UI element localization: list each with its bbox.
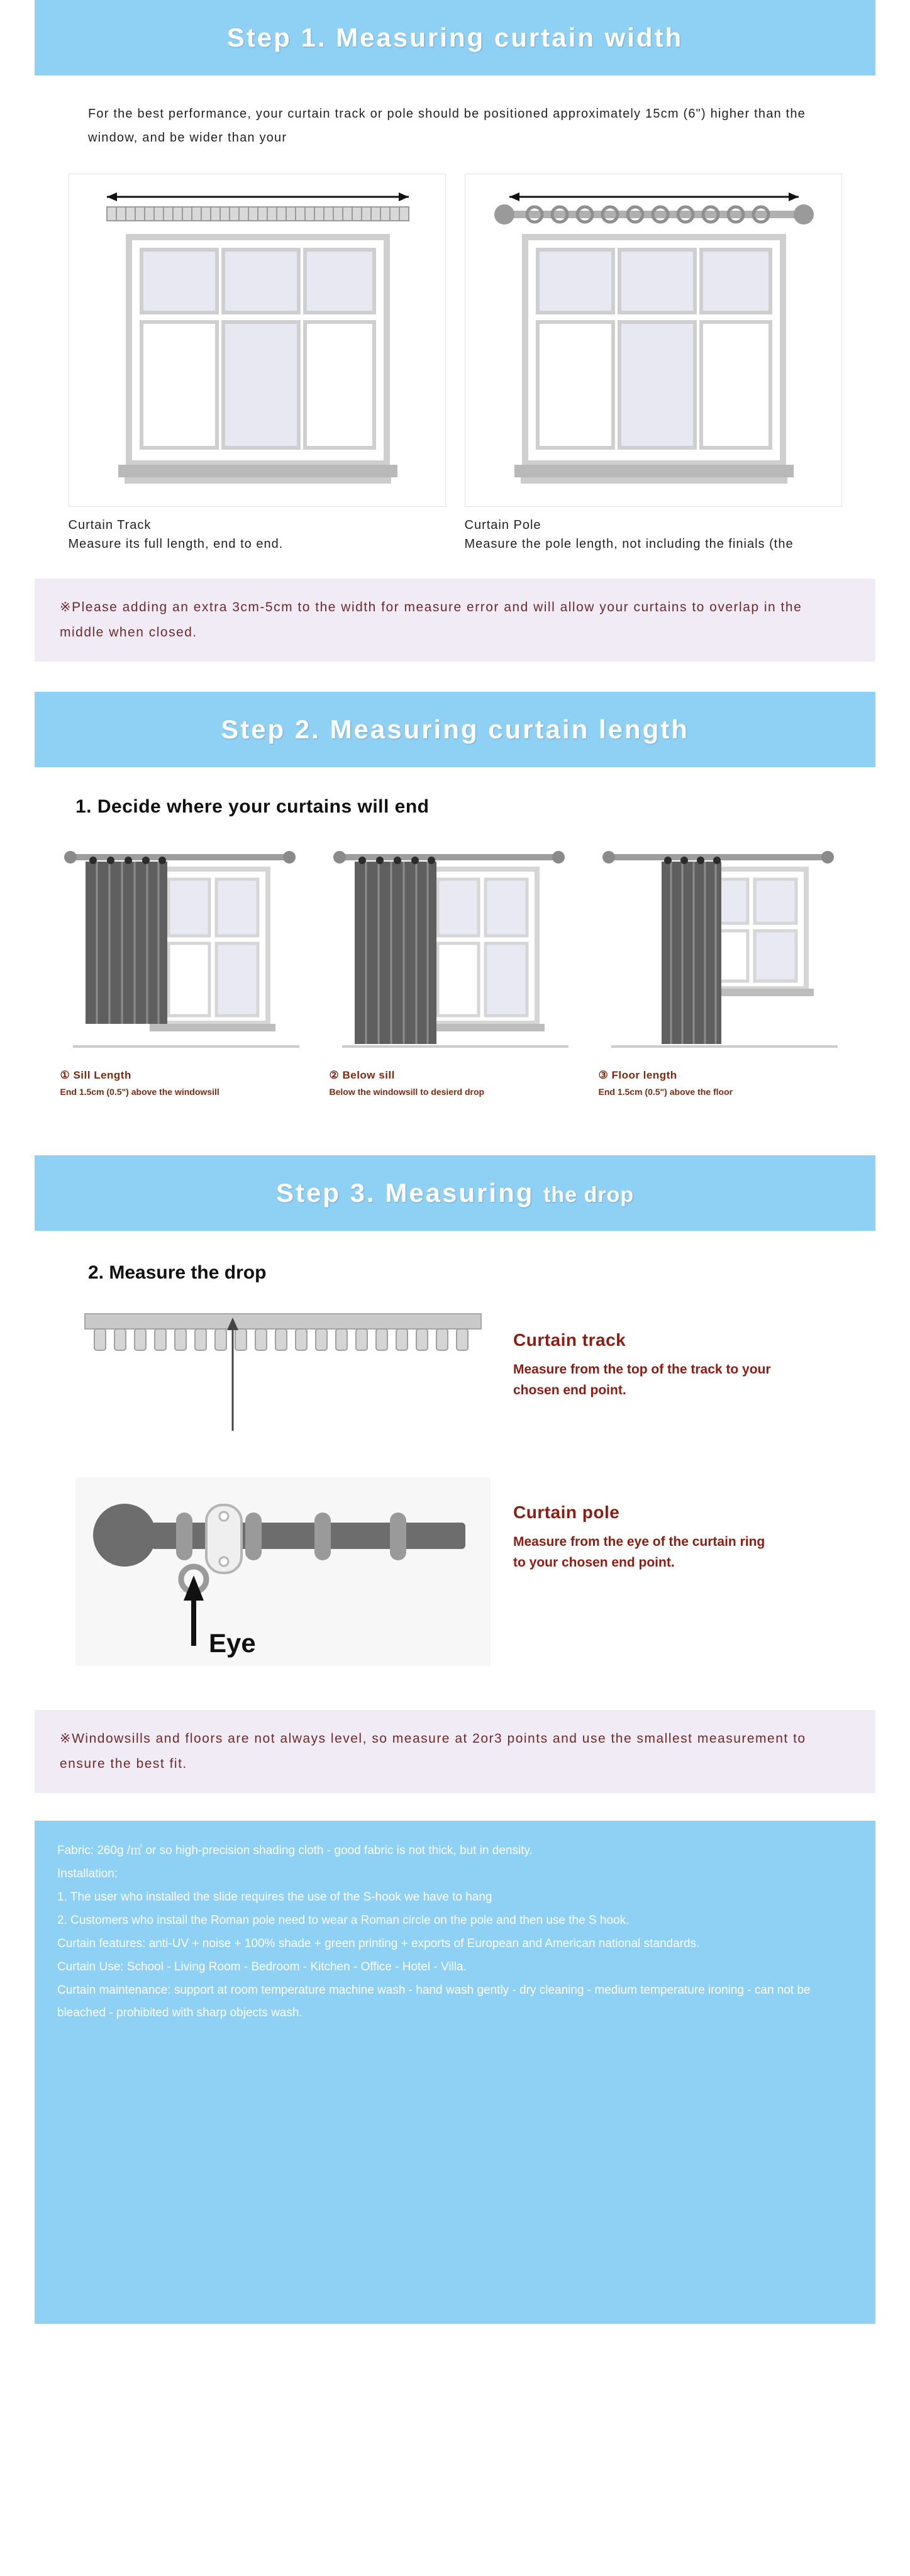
spec-line-installation-2: 2. Customers who install the Roman pole need to wear a Roman circle on the pole and then use the S hook.: [57, 1913, 630, 1927]
spec-line-installation-heading: Installation:: [57, 1867, 118, 1880]
measure-curtain-track: [0, 1305, 910, 1450]
step-1-intro: For the best performance, your curtain track or pole should be positioned approximately 15cm (6") higher than the window, and be wider than your: [88, 107, 806, 145]
curtain-track-caption: [69, 516, 446, 553]
spec-line-maintenance: Curtain maintenance: support at room temperature machine wash - hand wash gently - dry cleaning - medium temperature ironing - can not be bleached - prohibited with sharp objects wash.: [57, 1984, 811, 2019]
step-3-notice: ※Windowsills and floors are not always level, so measure at 2or3 points and use the smallest measurement to ensure the best fit.: [35, 1710, 875, 1793]
curtain-pole-eye-icon: [75, 1477, 491, 1666]
spec-line-installation-1: 1. The user who installed the slide requires the use of the S-hook we have to hang: [57, 1890, 492, 1904]
curtain-sill-length-figure: [60, 839, 312, 1065]
step-2-options: [0, 839, 910, 1099]
step-2-header: [35, 692, 875, 767]
curtain-sill-length-icon: [60, 839, 312, 1065]
option-below-sill-desc: Below the windowsill to desierd drop: [329, 1086, 485, 1097]
option-below-sill: [330, 839, 581, 1099]
step-1-title: Step 1. Measuring curtain width: [226, 23, 684, 52]
option-sill-length-label: ① Sill Length: [60, 1069, 131, 1081]
step-1-diagrams: [0, 174, 910, 553]
option-floor-length: [599, 839, 850, 1099]
curtain-floor-length-icon: [599, 839, 850, 1065]
curtain-pole-caption-title: Curtain Pole: [464, 518, 541, 532]
curtain-track-window-box: [69, 174, 446, 507]
curtain-track-measure-body: Measure from the top of the track to your chosen end point.: [513, 1362, 771, 1398]
curtain-track-window-icon: [69, 174, 447, 508]
curtain-pole-eye-figure: [75, 1477, 491, 1666]
option-floor-length-label: ③ Floor length: [598, 1069, 677, 1081]
step-1-notice: ※Please adding an extra 3cm-5cm to the width for measure error and will allow your curtains to overlap in the middle when closed.: [35, 579, 875, 662]
measure-curtain-pole: [0, 1477, 910, 1666]
curtain-track-rings-icon: [75, 1305, 491, 1450]
option-sill-length: [60, 839, 312, 1099]
curtain-track-text: [491, 1305, 777, 1401]
curtain-track-measure-title: Curtain track: [513, 1330, 626, 1350]
spec-line-use: Curtain Use: School - Living Room - Bedroom - Kitchen - Office - Hotel - Villa.: [57, 1960, 467, 1974]
spec-line-fabric: Fabric: 260g /㎡ or so high-precision shading cloth - good fabric is not thick, but in density.: [57, 1843, 533, 1857]
step-3-title-main: Step 3. Measuring: [275, 1177, 535, 1208]
curtain-pole-caption-body: Measure the pole length, not including the finials (the: [464, 537, 794, 551]
eye-figure-label: Eye: [209, 1628, 256, 1658]
product-spec-block: [35, 1821, 875, 2324]
step-3-subheading: 2. Measure the drop: [88, 1262, 267, 1283]
curtain-pole-measure-body: Measure from the eye of the curtain ring to your chosen end point.: [513, 1534, 765, 1570]
step-1-header: [35, 0, 875, 75]
curtain-pole-window-box: [465, 174, 842, 507]
curtain-pole-caption: [465, 516, 842, 553]
step-3-title: [276, 1178, 634, 1208]
option-sill-length-desc: End 1.5cm (0.5") above the windowsill: [60, 1086, 219, 1097]
option-floor-length-desc: End 1.5cm (0.5") above the floor: [598, 1086, 733, 1097]
curtain-pole-measure-title: Curtain pole: [513, 1502, 620, 1522]
spec-line-features: Curtain features: anti-UV + noise + 100% shade + green printing + exports of European and American national standards.: [57, 1937, 700, 1951]
step-3-header: [35, 1155, 875, 1231]
curtain-track-rings-figure: [75, 1305, 491, 1450]
curtain-below-sill-icon: [330, 839, 581, 1065]
step-3-title-sub: the drop: [543, 1182, 635, 1207]
option-below-sill-label: ② Below sill: [329, 1069, 395, 1081]
step-2-title: Step 2. Measuring curtain length: [221, 714, 689, 744]
curtain-below-sill-figure: [330, 839, 581, 1065]
curtain-pole-card: [465, 174, 842, 553]
curtain-pole-text: [491, 1477, 777, 1574]
step-2-subheading: 1. Decide where your curtains will end: [75, 796, 430, 817]
curtain-track-caption-title: Curtain Track: [68, 518, 152, 532]
curtain-track-card: [69, 174, 446, 553]
curtain-floor-length-figure: [599, 839, 850, 1065]
curtain-pole-window-icon: [465, 174, 843, 508]
curtain-track-caption-body: Measure its full length, end to end.: [68, 537, 284, 551]
